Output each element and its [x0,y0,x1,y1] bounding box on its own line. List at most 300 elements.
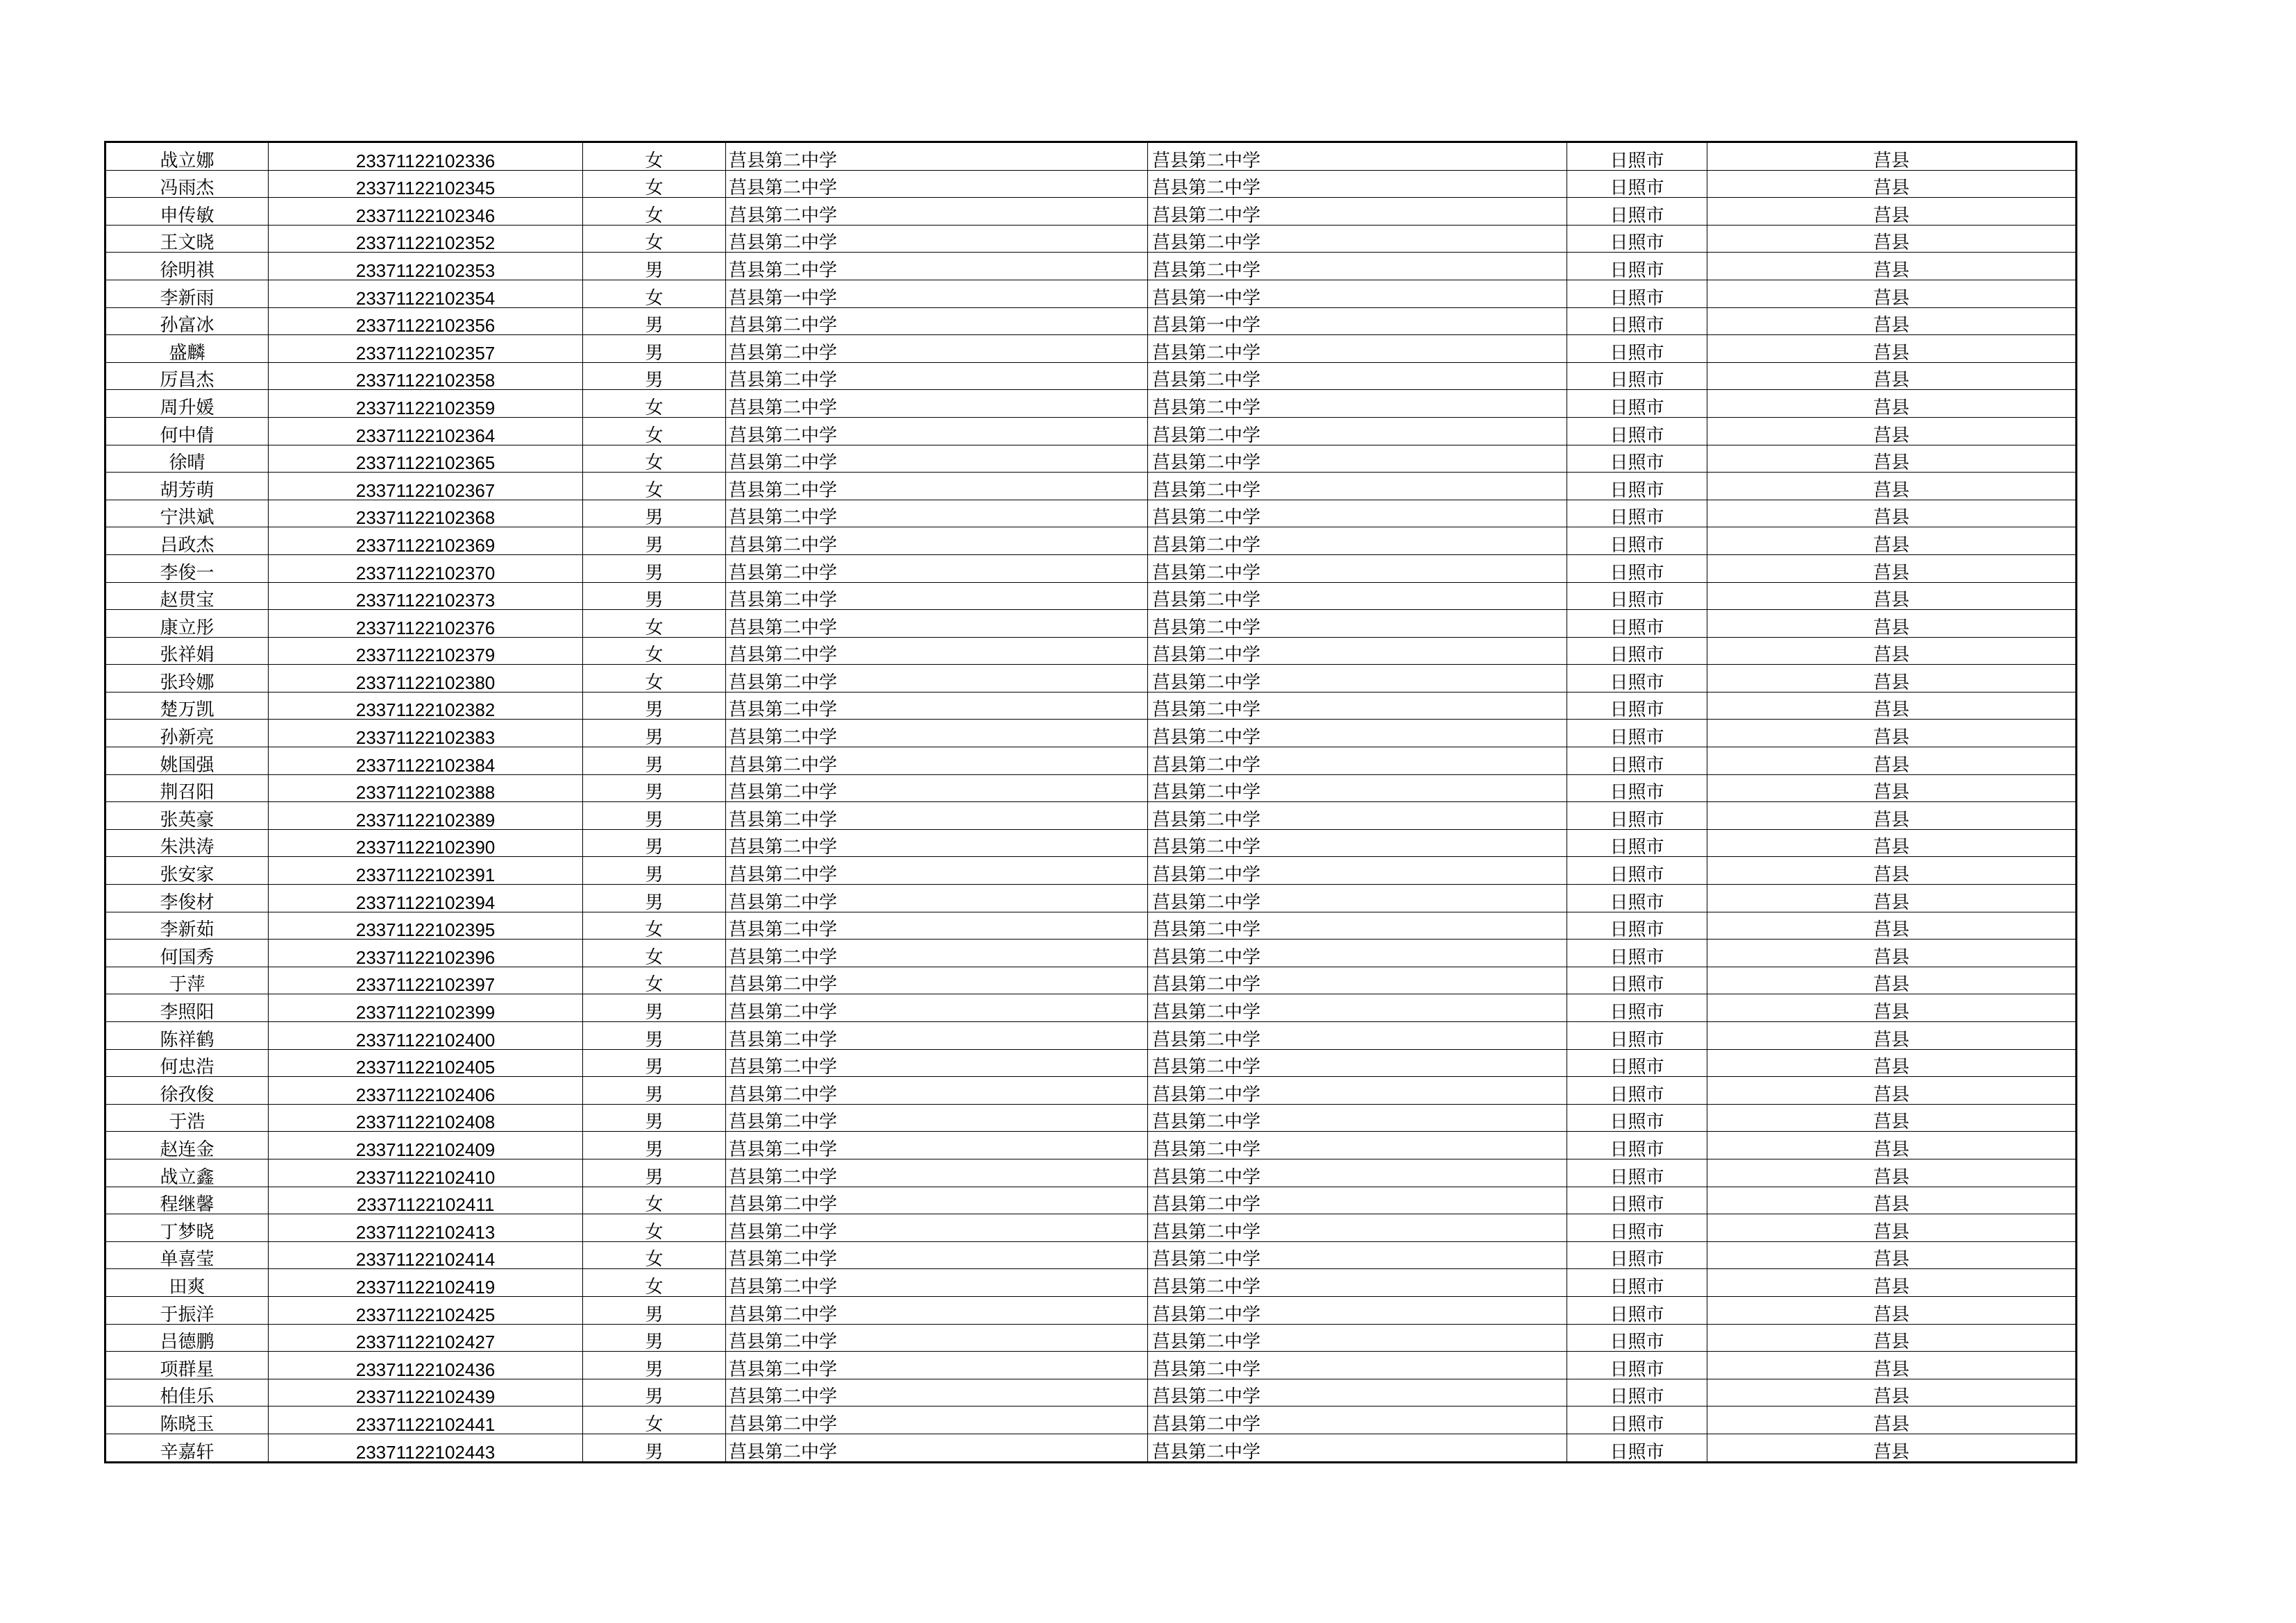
table-row [105,1187,2077,1214]
exam-number-cell: 23371122102414 [269,1241,583,1269]
exam-school-cell: 莒县第二中学 [1148,554,1567,582]
student-name-cell: 柏佳乐 [105,1379,269,1407]
graduating-school-cell: 莒县第二中学 [726,1407,1148,1434]
county-cell: 莒县 [1707,335,2077,363]
table-row [105,417,2077,445]
city-cell: 日照市 [1567,1049,1707,1077]
exam-number-cell: 23371122102379 [269,637,583,665]
county-cell: 莒县 [1707,1241,2077,1269]
gender-cell: 男 [583,720,726,747]
table-row [105,1159,2077,1187]
graduating-school-cell: 莒县第二中学 [726,912,1148,940]
table-row [105,1407,2077,1434]
gender-cell: 女 [583,967,726,994]
exam-number-cell: 23371122102397 [269,967,583,994]
county-cell: 莒县 [1707,665,2077,692]
county-cell: 莒县 [1707,940,2077,967]
county-cell: 莒县 [1707,720,2077,747]
exam-number-cell: 23371122102345 [269,170,583,198]
county-cell: 莒县 [1707,142,2077,171]
city-cell: 日照市 [1567,1132,1707,1159]
graduating-school-cell: 莒县第二中学 [726,1049,1148,1077]
table-row [105,692,2077,720]
table-row [105,390,2077,418]
gender-cell: 女 [583,665,726,692]
exam-school-cell: 莒县第二中学 [1148,994,1567,1022]
student-name-cell: 康立彤 [105,610,269,638]
graduating-school-cell: 莒县第二中学 [726,1132,1148,1159]
student-name-cell: 何中倩 [105,417,269,445]
table-row [105,829,2077,857]
student-name-cell: 王文晓 [105,225,269,253]
city-cell: 日照市 [1567,417,1707,445]
exam-number-cell: 23371122102411 [269,1187,583,1214]
exam-school-cell: 莒县第二中学 [1148,527,1567,555]
exam-number-cell: 23371122102396 [269,940,583,967]
city-cell: 日照市 [1567,445,1707,473]
student-name-cell: 陈祥鹤 [105,1022,269,1050]
graduating-school-cell: 莒县第二中学 [726,747,1148,775]
city-cell: 日照市 [1567,610,1707,638]
student-name-cell: 张安家 [105,857,269,885]
exam-number-cell: 23371122102413 [269,1214,583,1242]
county-cell: 莒县 [1707,1022,2077,1050]
graduating-school-cell: 莒县第二中学 [726,1104,1148,1132]
gender-cell: 男 [583,527,726,555]
county-cell: 莒县 [1707,445,2077,473]
city-cell: 日照市 [1567,912,1707,940]
graduating-school-cell: 莒县第二中学 [726,473,1148,500]
table-row [105,445,2077,473]
graduating-school-cell: 莒县第二中学 [726,390,1148,418]
county-cell: 莒县 [1707,610,2077,638]
student-name-cell: 楚万凯 [105,692,269,720]
exam-school-cell: 莒县第二中学 [1148,692,1567,720]
student-name-cell: 李俊一 [105,554,269,582]
city-cell: 日照市 [1567,1187,1707,1214]
table-row [105,1132,2077,1159]
county-cell: 莒县 [1707,829,2077,857]
gender-cell: 男 [583,307,726,335]
exam-school-cell: 莒县第二中学 [1148,857,1567,885]
exam-school-cell: 莒县第二中学 [1148,335,1567,363]
graduating-school-cell: 莒县第二中学 [726,940,1148,967]
table-row [105,527,2077,555]
table-row [105,912,2077,940]
city-cell: 日照市 [1567,940,1707,967]
exam-number-cell: 23371122102436 [269,1352,583,1379]
gender-cell: 女 [583,225,726,253]
gender-cell: 男 [583,1379,726,1407]
table-row [105,1022,2077,1050]
city-cell: 日照市 [1567,747,1707,775]
student-name-cell: 战立娜 [105,142,269,171]
graduating-school-cell: 莒县第二中学 [726,1022,1148,1050]
gender-cell: 女 [583,390,726,418]
graduating-school-cell: 莒县第二中学 [726,1241,1148,1269]
exam-number-cell: 23371122102346 [269,198,583,226]
graduating-school-cell: 莒县第二中学 [726,720,1148,747]
exam-number-cell: 23371122102391 [269,857,583,885]
exam-number-cell: 23371122102405 [269,1049,583,1077]
student-name-cell: 李新茹 [105,912,269,940]
city-cell: 日照市 [1567,1022,1707,1050]
graduating-school-cell: 莒县第二中学 [726,417,1148,445]
county-cell: 莒县 [1707,1269,2077,1297]
table-row [105,280,2077,307]
exam-number-cell: 23371122102336 [269,142,583,171]
exam-number-cell: 23371122102384 [269,747,583,775]
gender-cell: 男 [583,857,726,885]
graduating-school-cell: 莒县第二中学 [726,1296,1148,1324]
exam-number-cell: 23371122102359 [269,390,583,418]
table-row [105,1049,2077,1077]
county-cell: 莒县 [1707,692,2077,720]
city-cell: 日照市 [1567,335,1707,363]
exam-school-cell: 莒县第二中学 [1148,417,1567,445]
county-cell: 莒县 [1707,857,2077,885]
exam-number-cell: 23371122102395 [269,912,583,940]
exam-school-cell: 莒县第一中学 [1148,307,1567,335]
student-name-cell: 赵连金 [105,1132,269,1159]
city-cell: 日照市 [1567,774,1707,802]
county-cell: 莒县 [1707,225,2077,253]
exam-school-cell: 莒县第二中学 [1148,1214,1567,1242]
county-cell: 莒县 [1707,280,2077,307]
student-name-cell: 胡芳萌 [105,473,269,500]
exam-school-cell: 莒县第二中学 [1148,802,1567,830]
city-cell: 日照市 [1567,582,1707,610]
table-body [105,142,2077,1463]
graduating-school-cell: 莒县第二中学 [726,554,1148,582]
county-cell: 莒县 [1707,637,2077,665]
student-name-cell: 于振洋 [105,1296,269,1324]
city-cell: 日照市 [1567,1324,1707,1352]
exam-number-cell: 23371122102380 [269,665,583,692]
gender-cell: 男 [583,582,726,610]
student-name-cell: 徐明祺 [105,253,269,280]
student-name-cell: 赵贯宝 [105,582,269,610]
exam-school-cell: 莒县第二中学 [1148,885,1567,912]
table-row [105,473,2077,500]
county-cell: 莒县 [1707,912,2077,940]
city-cell: 日照市 [1567,692,1707,720]
exam-school-cell: 莒县第二中学 [1148,1407,1567,1434]
exam-school-cell: 莒县第二中学 [1148,445,1567,473]
student-name-cell: 李俊材 [105,885,269,912]
gender-cell: 男 [583,500,726,527]
graduating-school-cell: 莒县第二中学 [726,1077,1148,1105]
exam-school-cell: 莒县第二中学 [1148,1049,1567,1077]
exam-number-cell: 23371122102358 [269,362,583,390]
exam-school-cell: 莒县第二中学 [1148,1269,1567,1297]
student-name-cell: 吕政杰 [105,527,269,555]
graduating-school-cell: 莒县第二中学 [726,1434,1148,1462]
exam-school-cell: 莒县第二中学 [1148,1296,1567,1324]
county-cell: 莒县 [1707,1407,2077,1434]
student-name-cell: 盛麟 [105,335,269,363]
city-cell: 日照市 [1567,253,1707,280]
county-cell: 莒县 [1707,198,2077,226]
graduating-school-cell: 莒县第二中学 [726,829,1148,857]
table-row [105,500,2077,527]
county-cell: 莒县 [1707,1049,2077,1077]
gender-cell: 男 [583,1022,726,1050]
gender-cell: 女 [583,1407,726,1434]
graduating-school-cell: 莒县第二中学 [726,1324,1148,1352]
city-cell: 日照市 [1567,170,1707,198]
gender-cell: 女 [583,417,726,445]
graduating-school-cell: 莒县第二中学 [726,1379,1148,1407]
exam-number-cell: 23371122102389 [269,802,583,830]
graduating-school-cell: 莒县第二中学 [726,1214,1148,1242]
city-cell: 日照市 [1567,1241,1707,1269]
gender-cell: 女 [583,637,726,665]
exam-school-cell: 莒县第二中学 [1148,1077,1567,1105]
table-row [105,253,2077,280]
city-cell: 日照市 [1567,637,1707,665]
table-row [105,170,2077,198]
graduating-school-cell: 莒县第二中学 [726,802,1148,830]
exam-school-cell: 莒县第二中学 [1148,665,1567,692]
city-cell: 日照市 [1567,967,1707,994]
exam-school-cell: 莒县第二中学 [1148,1324,1567,1352]
city-cell: 日照市 [1567,857,1707,885]
graduating-school-cell: 莒县第二中学 [726,362,1148,390]
city-cell: 日照市 [1567,829,1707,857]
city-cell: 日照市 [1567,198,1707,226]
student-name-cell: 项群星 [105,1352,269,1379]
county-cell: 莒县 [1707,1104,2077,1132]
exam-school-cell: 莒县第二中学 [1148,500,1567,527]
exam-school-cell: 莒县第二中学 [1148,390,1567,418]
graduating-school-cell: 莒县第二中学 [726,225,1148,253]
county-cell: 莒县 [1707,390,2077,418]
student-name-cell: 战立鑫 [105,1159,269,1187]
table-row [105,637,2077,665]
gender-cell: 女 [583,280,726,307]
city-cell: 日照市 [1567,885,1707,912]
county-cell: 莒县 [1707,1214,2077,1242]
student-name-cell: 张玲娜 [105,665,269,692]
exam-school-cell: 莒县第二中学 [1148,637,1567,665]
city-cell: 日照市 [1567,554,1707,582]
city-cell: 日照市 [1567,225,1707,253]
county-cell: 莒县 [1707,1132,2077,1159]
graduating-school-cell: 莒县第二中学 [726,857,1148,885]
student-name-cell: 李照阳 [105,994,269,1022]
graduating-school-cell: 莒县第二中学 [726,1187,1148,1214]
exam-number-cell: 23371122102443 [269,1434,583,1462]
table-row [105,1241,2077,1269]
exam-number-cell: 23371122102439 [269,1379,583,1407]
gender-cell: 女 [583,142,726,171]
gender-cell: 男 [583,747,726,775]
city-cell: 日照市 [1567,142,1707,171]
student-name-cell: 于萍 [105,967,269,994]
graduating-school-cell: 莒县第二中学 [726,253,1148,280]
exam-school-cell: 莒县第二中学 [1148,582,1567,610]
table-row [105,1296,2077,1324]
gender-cell: 男 [583,774,726,802]
table-row [105,610,2077,638]
table-row [105,747,2077,775]
exam-number-cell: 23371122102373 [269,582,583,610]
gender-cell: 男 [583,1159,726,1187]
county-cell: 莒县 [1707,582,2077,610]
exam-number-cell: 23371122102369 [269,527,583,555]
county-cell: 莒县 [1707,885,2077,912]
exam-school-cell: 莒县第一中学 [1148,280,1567,307]
gender-cell: 男 [583,1324,726,1352]
student-name-cell: 朱洪涛 [105,829,269,857]
exam-school-cell: 莒县第二中学 [1148,225,1567,253]
gender-cell: 男 [583,554,726,582]
graduating-school-cell: 莒县第二中学 [726,1352,1148,1379]
exam-school-cell: 莒县第二中学 [1148,253,1567,280]
student-roster-table [104,141,2077,1463]
gender-cell: 女 [583,1187,726,1214]
exam-school-cell: 莒县第二中学 [1148,829,1567,857]
exam-school-cell: 莒县第二中学 [1148,967,1567,994]
table-row [105,885,2077,912]
county-cell: 莒县 [1707,253,2077,280]
city-cell: 日照市 [1567,1214,1707,1242]
city-cell: 日照市 [1567,1296,1707,1324]
city-cell: 日照市 [1567,1352,1707,1379]
exam-school-cell: 莒县第二中学 [1148,1434,1567,1462]
county-cell: 莒县 [1707,1187,2077,1214]
exam-school-cell: 莒县第二中学 [1148,747,1567,775]
gender-cell: 男 [583,1132,726,1159]
city-cell: 日照市 [1567,1434,1707,1462]
county-cell: 莒县 [1707,170,2077,198]
county-cell: 莒县 [1707,967,2077,994]
gender-cell: 女 [583,912,726,940]
gender-cell: 男 [583,802,726,830]
gender-cell: 男 [583,1434,726,1462]
exam-number-cell: 23371122102419 [269,1269,583,1297]
graduating-school-cell: 莒县第二中学 [726,307,1148,335]
table-row [105,307,2077,335]
exam-number-cell: 23371122102357 [269,335,583,363]
graduating-school-cell: 莒县第二中学 [726,967,1148,994]
county-cell: 莒县 [1707,994,2077,1022]
graduating-school-cell: 莒县第二中学 [726,665,1148,692]
table-row [105,1214,2077,1242]
gender-cell: 男 [583,692,726,720]
city-cell: 日照市 [1567,665,1707,692]
gender-cell: 男 [583,335,726,363]
county-cell: 莒县 [1707,362,2077,390]
exam-number-cell: 23371122102409 [269,1132,583,1159]
exam-number-cell: 23371122102441 [269,1407,583,1434]
exam-school-cell: 莒县第二中学 [1148,1132,1567,1159]
table-row [105,362,2077,390]
exam-number-cell: 23371122102352 [269,225,583,253]
exam-school-cell: 莒县第二中学 [1148,1022,1567,1050]
graduating-school-cell: 莒县第二中学 [726,527,1148,555]
city-cell: 日照市 [1567,500,1707,527]
gender-cell: 男 [583,1077,726,1105]
graduating-school-cell: 莒县第二中学 [726,692,1148,720]
county-cell: 莒县 [1707,774,2077,802]
graduating-school-cell: 莒县第二中学 [726,610,1148,638]
exam-number-cell: 23371122102353 [269,253,583,280]
exam-number-cell: 23371122102354 [269,280,583,307]
table-row [105,1434,2077,1462]
graduating-school-cell: 莒县第一中学 [726,280,1148,307]
student-name-cell: 徐孜俊 [105,1077,269,1105]
county-cell: 莒县 [1707,1434,2077,1462]
exam-number-cell: 23371122102364 [269,417,583,445]
student-name-cell: 申传敏 [105,198,269,226]
exam-number-cell: 23371122102406 [269,1077,583,1105]
city-cell: 日照市 [1567,1269,1707,1297]
student-name-cell: 张祥娟 [105,637,269,665]
exam-school-cell: 莒县第二中学 [1148,912,1567,940]
county-cell: 莒县 [1707,554,2077,582]
student-name-cell: 陈晓玉 [105,1407,269,1434]
exam-number-cell: 23371122102367 [269,473,583,500]
exam-school-cell: 莒县第二中学 [1148,170,1567,198]
city-cell: 日照市 [1567,1407,1707,1434]
gender-cell: 男 [583,1296,726,1324]
table-row [105,720,2077,747]
county-cell: 莒县 [1707,1352,2077,1379]
table-row [105,1104,2077,1132]
exam-school-cell: 莒县第二中学 [1148,774,1567,802]
gender-cell: 男 [583,829,726,857]
city-cell: 日照市 [1567,994,1707,1022]
exam-number-cell: 23371122102427 [269,1324,583,1352]
gender-cell: 女 [583,445,726,473]
exam-number-cell: 23371122102408 [269,1104,583,1132]
city-cell: 日照市 [1567,1379,1707,1407]
city-cell: 日照市 [1567,1159,1707,1187]
table-row [105,967,2077,994]
city-cell: 日照市 [1567,1077,1707,1105]
graduating-school-cell: 莒县第二中学 [726,994,1148,1022]
gender-cell: 女 [583,198,726,226]
exam-number-cell: 23371122102382 [269,692,583,720]
student-name-cell: 程继馨 [105,1187,269,1214]
student-name-cell: 厉昌杰 [105,362,269,390]
exam-number-cell: 23371122102410 [269,1159,583,1187]
graduating-school-cell: 莒县第二中学 [726,774,1148,802]
graduating-school-cell: 莒县第二中学 [726,335,1148,363]
county-cell: 莒县 [1707,527,2077,555]
exam-number-cell: 23371122102425 [269,1296,583,1324]
table-row [105,940,2077,967]
city-cell: 日照市 [1567,720,1707,747]
city-cell: 日照市 [1567,802,1707,830]
exam-number-cell: 23371122102356 [269,307,583,335]
graduating-school-cell: 莒县第二中学 [726,1269,1148,1297]
student-name-cell: 李新雨 [105,280,269,307]
student-name-cell: 田爽 [105,1269,269,1297]
table-row [105,554,2077,582]
exam-school-cell: 莒县第二中学 [1148,610,1567,638]
table-row [105,142,2077,171]
exam-school-cell: 莒县第二中学 [1148,1104,1567,1132]
gender-cell: 男 [583,1049,726,1077]
exam-number-cell: 23371122102390 [269,829,583,857]
graduating-school-cell: 莒县第二中学 [726,637,1148,665]
gender-cell: 男 [583,994,726,1022]
gender-cell: 女 [583,940,726,967]
exam-school-cell: 莒县第二中学 [1148,473,1567,500]
